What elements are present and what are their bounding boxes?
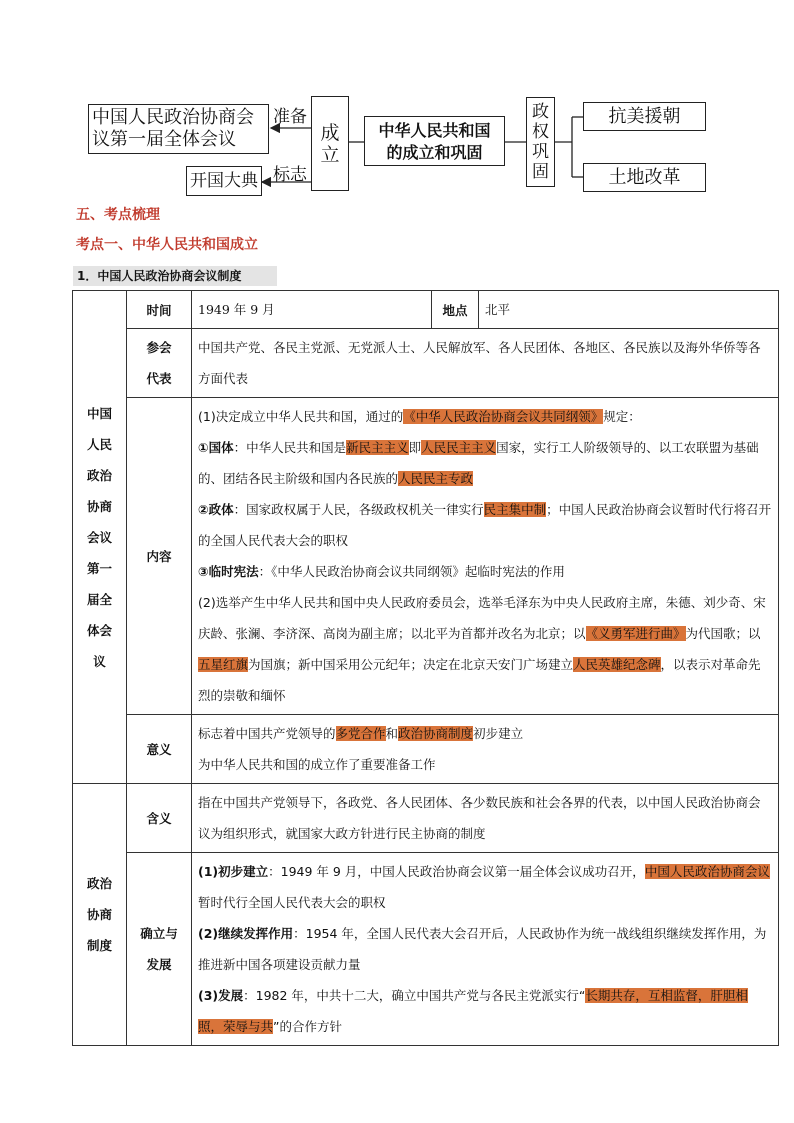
content-para-2: ①国体：中华人民共和国是新民主主义即人民民主主义国家，实行工人阶级领导的、以工农联盟为基础的、团结各民主阶级和国内各民族的人民民主专政: [198, 440, 759, 486]
meaning-label: 意义: [127, 715, 192, 784]
table-row: [73, 398, 779, 715]
table-row: [73, 715, 779, 784]
content-label: 内容: [127, 398, 192, 715]
box-land-reform: 土地改革: [583, 163, 706, 192]
development-label: 确立与 发展: [127, 853, 192, 1046]
time-label: 时间: [127, 291, 192, 329]
place-label: 地点: [432, 291, 479, 329]
group-cell-system: 政治 协商 制度: [73, 784, 127, 1046]
table-row: [73, 784, 779, 853]
label-prepare: 准备: [273, 107, 307, 127]
development-value: (1)初步建立：1949 年 9 月，中国人民政治协商会议第一届全体会议成功召开，中国人民政治协商会议暂时代行全国人民代表大会的职权 (2)继续发挥作用：1954 年，全国人民代表大会召开后，人民政协作为统一战线组织继续发挥作用，为推进新中国各项建设贡献力量 (3)发展：1982 年，中共十二大，确立中国共产党与各民主党派实行“长期共存，互相监督，肝胆相照，荣辱与共”的合作方针: [192, 853, 779, 1046]
place-value: 北平: [479, 291, 779, 329]
subsection-heading: 1．中国人民政治协商会议制度: [73, 266, 277, 286]
box-regime-consolidation: 政 权 巩 固: [526, 97, 555, 187]
table-row: [73, 291, 779, 329]
time-value: 1949 年 9 月: [192, 291, 432, 329]
concept-diagram: [0, 0, 794, 200]
definition-value: 指在中国共产党领导下，各政党、各人民团体、各少数民族和社会各界的代表，以中国人民政治协商会议为组织形式，就国家大政方针进行民主协商的制度: [192, 784, 779, 853]
delegates-label: 参会 代表: [127, 329, 192, 398]
definition-label: 含义: [127, 784, 192, 853]
box-prc-founding-consolidation: 中华人民共和国 的成立和巩固: [364, 116, 505, 166]
content-para-5: (2)选举产生中华人民共和国中央人民政府委员会，选举毛泽东为中央人民政府主席，朱德、刘少奇、宋庆龄、张澜、李济深、高岗为副主席；以北平为首都并改名为北京；以《义勇军进行曲》为代国歌；以五星红旗为国旗；新中国采用公元纪年；决定在北京天安门广场建立人民英雄纪念碑，以表示对革命先烈的崇敬和缅怀: [198, 595, 766, 703]
cppcc-table: [72, 290, 779, 1046]
box-cppcc-first-session: 中国人民政治协商会 议第一届全体会议: [88, 104, 269, 154]
table-row: [73, 853, 779, 1046]
box-establish: 成 立: [311, 96, 349, 191]
section-heading: 五、考点梳理: [76, 207, 160, 223]
content-para-4: ③临时宪法：《中华人民政治协商会议共同纲领》起临时宪法的作用: [198, 564, 565, 579]
label-mark: 标志: [273, 165, 307, 185]
group-cell-cppcc: 中国 人民 政治 协商 会议 第一 届全 体会 议: [73, 291, 127, 784]
delegates-value: 中国共产党、各民主党派、无党派人士、人民解放军、各人民团体、各地区、各民族以及海外华侨等各方面代表: [192, 329, 779, 398]
box-founding-ceremony: 开国大典: [186, 166, 262, 196]
content-para-3: ②政体：国家政权属于人民，各级政权机关一律实行民主集中制；中国人民政治协商会议暂时代行将召开的全国人民代表大会的职权: [198, 502, 772, 548]
exam-point-heading: 考点一、中华人民共和国成立: [76, 237, 258, 253]
meaning-value: 标志着中国共产党领导的多党合作和政治协商制度初步建立 为中华人民共和国的成立作了重要准备工作: [192, 715, 779, 784]
content-para-1: (1)决定成立中华人民共和国，通过的《中华人民政治协商会议共同纲领》规定：: [198, 409, 641, 424]
box-resist-us-aid-korea: 抗美援朝: [583, 102, 706, 131]
content-value: [192, 398, 779, 715]
table-row: [73, 329, 779, 398]
